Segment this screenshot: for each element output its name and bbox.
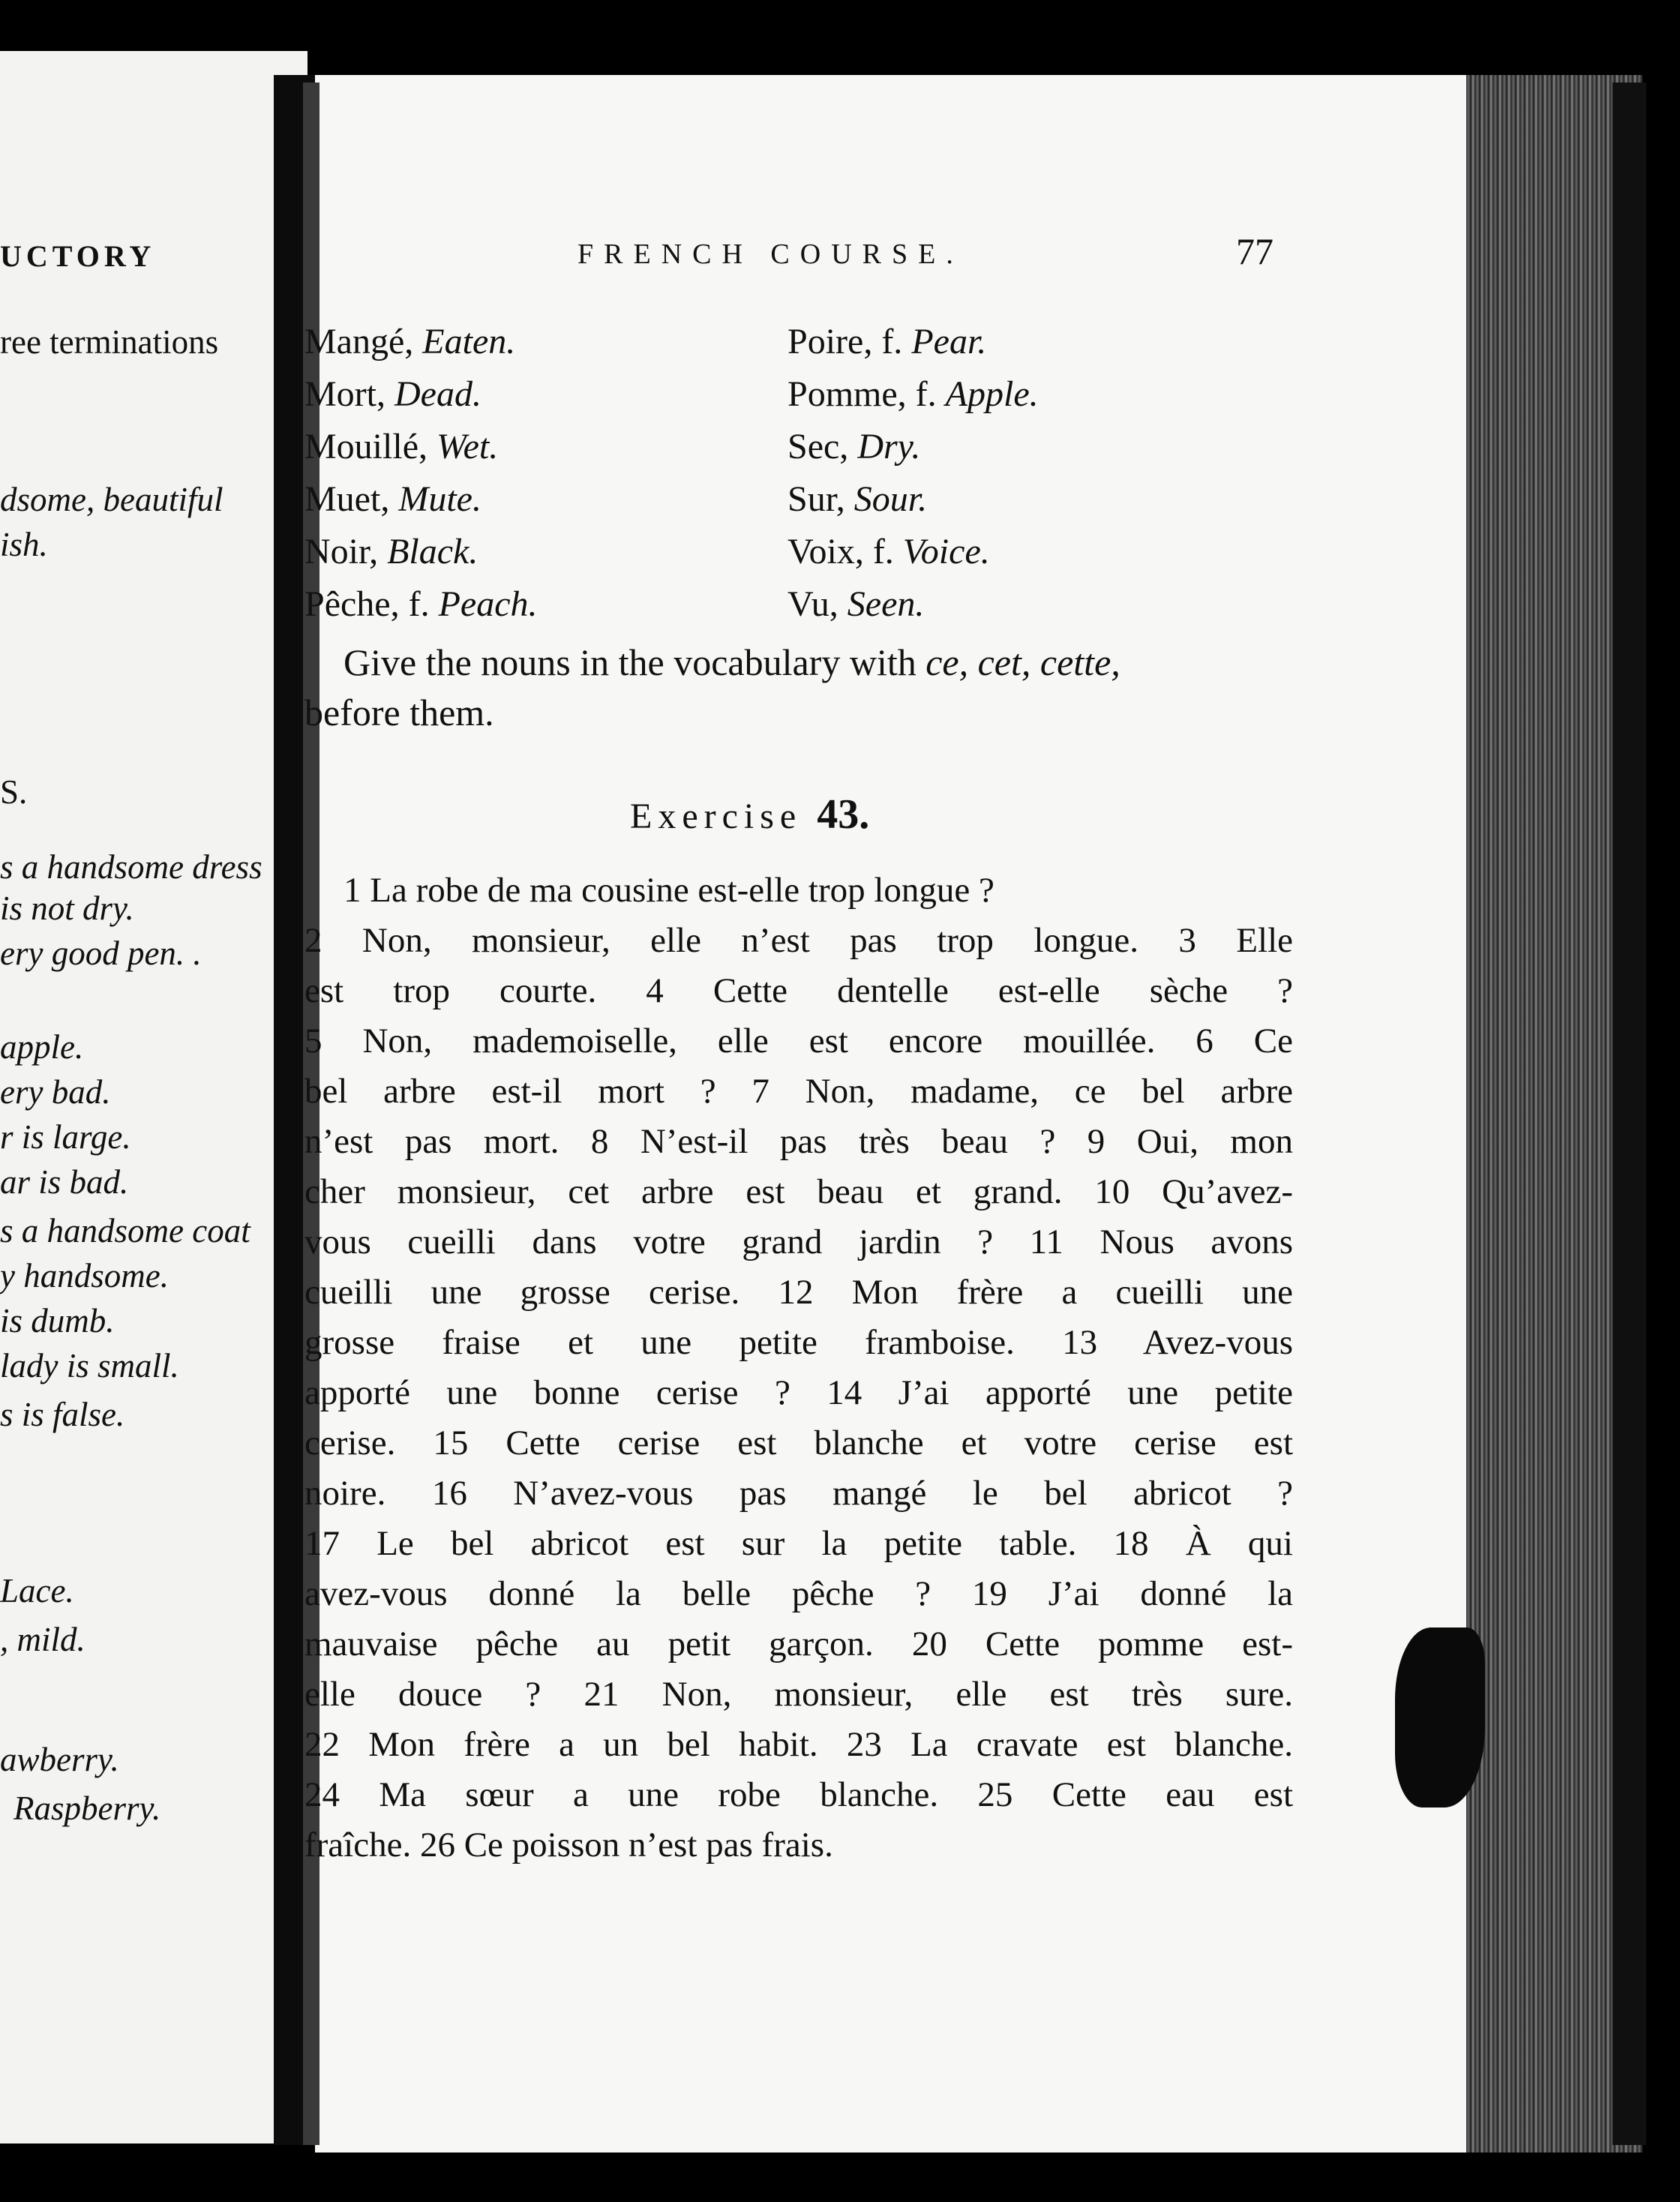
vocab-french: Mouillé,	[304, 427, 436, 466]
vocab-english: Dead.	[394, 374, 482, 414]
vocab-english: Apple.	[945, 374, 1039, 414]
exercise-line: apporté une bonne cerise ? 14 J’ai apporté une petite	[304, 1373, 1293, 1412]
exercise-line: vous cueilli dans votre grand jardin ? 11 Nous avons	[304, 1222, 1293, 1262]
vocab-entry	[788, 324, 986, 360]
vocab-french: Pêche, f.	[304, 584, 439, 624]
vocab-english: Seen.	[847, 584, 925, 624]
book-cover-edge	[1612, 82, 1646, 2145]
exercise-number: 43.	[817, 791, 870, 838]
exercise-line: est trop courte. 4 Cette dentelle est-elle sèche ?	[304, 971, 1293, 1010]
left-page-line: , mild.	[0, 1621, 86, 1658]
left-page-line: s is false.	[0, 1396, 125, 1433]
vocab-english: Mute.	[398, 479, 482, 519]
left-page-line: is not dry.	[0, 890, 134, 927]
vocab-entry	[788, 376, 1039, 412]
vocab-entry	[788, 534, 990, 570]
left-page-line: Lace.	[0, 1572, 74, 1610]
page-number: 77	[1236, 230, 1274, 272]
vocab-entry	[304, 429, 498, 465]
vocab-french: Vu,	[788, 584, 848, 624]
vocab-french: Muet,	[304, 479, 399, 519]
left-page-line: s a handsome dress	[0, 848, 262, 886]
left-page-line: Raspberry.	[14, 1790, 161, 1827]
vocab-french: Sec,	[788, 427, 858, 466]
exercise-line: bel arbre est-il mort ? 7 Non, madame, ce bel arbre	[304, 1072, 1293, 1111]
running-head: FRENCH COURSE.	[578, 238, 964, 270]
vocab-english: Peach.	[438, 584, 538, 624]
exercise-line: n’est pas mort. 8 N’est-il pas très beau ? 9 Oui, mon	[304, 1122, 1293, 1161]
vocab-entry	[304, 534, 478, 570]
exercise-line: 5 Non, mademoiselle, elle est encore mouillée. 6 Ce	[304, 1022, 1293, 1060]
instruction-text: Give the nouns in the vocabulary with	[344, 641, 916, 683]
exercise-line: noire. 16 N’avez-vous pas mangé le bel abricot ?	[304, 1474, 1293, 1513]
vocab-entry	[304, 479, 482, 519]
left-page-line: lady is small.	[0, 1347, 179, 1384]
left-page-line: r is large.	[0, 1118, 131, 1156]
exercise-line: grosse fraise et une petite framboise. 13 Avez-vous	[304, 1323, 1293, 1362]
exercise-line: cher monsieur, cet arbre est beau et grand. 10 Qu’avez-	[304, 1172, 1293, 1211]
exercise-title	[630, 791, 870, 838]
vocab-english: Dry.	[857, 427, 921, 466]
vocab-english: Black.	[387, 532, 478, 572]
left-page-line: awberry.	[0, 1741, 119, 1778]
exercise-line: 22 Mon frère a un bel habit. 23 La cravate est blanche.	[304, 1725, 1293, 1764]
instruction-italic: ce, cet, cette,	[926, 641, 1120, 683]
vocab-english: Eaten.	[422, 322, 516, 362]
vocab-french: Pomme, f.	[788, 374, 946, 414]
left-page-line: ish.	[0, 526, 48, 563]
vocab-french: Mort,	[304, 374, 394, 414]
vocab-english: Wet.	[436, 427, 499, 466]
left-page-line: y handsome.	[0, 1257, 169, 1294]
exercise-line: avez-vous donné la belle pêche ? 19 J’ai donné la	[304, 1574, 1293, 1613]
previous-page-fragment	[0, 51, 308, 2144]
left-page-line: dsome, beautiful	[0, 481, 224, 518]
exercise-word: Exercise	[630, 796, 802, 836]
exercise-line: 1 La robe de ma cousine est-elle trop longue ?	[344, 871, 994, 910]
vocab-french: Voix, f.	[788, 532, 903, 572]
left-page-line: is dumb.	[0, 1302, 115, 1340]
vocab-french: Poire, f.	[788, 322, 912, 362]
left-running-head: UCTORY	[0, 239, 156, 273]
exercise-line: cueilli une grosse cerise. 12 Mon frère a cueilli une	[304, 1273, 1293, 1312]
exercise-line: 2 Non, monsieur, elle n’est pas trop longue. 3 Elle	[304, 921, 1293, 960]
left-page-line: ery good pen. .	[0, 934, 202, 972]
left-page-line: ery bad.	[0, 1073, 111, 1111]
exercise-line: fraîche. 26 Ce poisson n’est pas frais.	[304, 1826, 833, 1864]
vocab-entry	[304, 376, 482, 412]
vocab-french: Noir,	[304, 532, 388, 572]
left-page-line: s a handsome coat	[0, 1212, 250, 1250]
exercise-line: 17 Le bel abricot est sur la petite table. 18 À qui	[304, 1524, 1293, 1563]
vocab-entry	[788, 586, 924, 622]
vocab-french: Sur,	[788, 479, 854, 519]
exercise-line: cerise. 15 Cette cerise est blanche et votre cerise est	[304, 1424, 1293, 1462]
instruction-line-2: before them.	[304, 692, 494, 734]
instruction-line-1	[344, 641, 1120, 683]
exercise-line: elle douce ? 21 Non, monsieur, elle est très sure.	[304, 1675, 1293, 1714]
vocab-entry	[304, 586, 538, 622]
exercise-line: mauvaise pêche au petit garçon. 20 Cette pomme est-	[304, 1624, 1293, 1664]
left-page-line: apple.	[0, 1028, 84, 1066]
page-damage	[1395, 1628, 1485, 1808]
left-page-line: ree terminations	[0, 323, 219, 361]
vocab-entry	[788, 429, 920, 465]
vocab-english: Voice.	[902, 532, 990, 572]
exercise-line: 24 Ma sœur a une robe blanche. 25 Cette eau est	[304, 1775, 1293, 1814]
left-page-line: ar is bad.	[0, 1163, 129, 1201]
vocab-english: Sour.	[854, 479, 928, 519]
vocab-entry	[304, 324, 515, 360]
vocab-french: Mangé,	[304, 322, 423, 362]
vocab-english: Pear.	[911, 322, 987, 362]
left-page-line: S.	[0, 773, 28, 811]
vocab-entry	[788, 479, 928, 519]
